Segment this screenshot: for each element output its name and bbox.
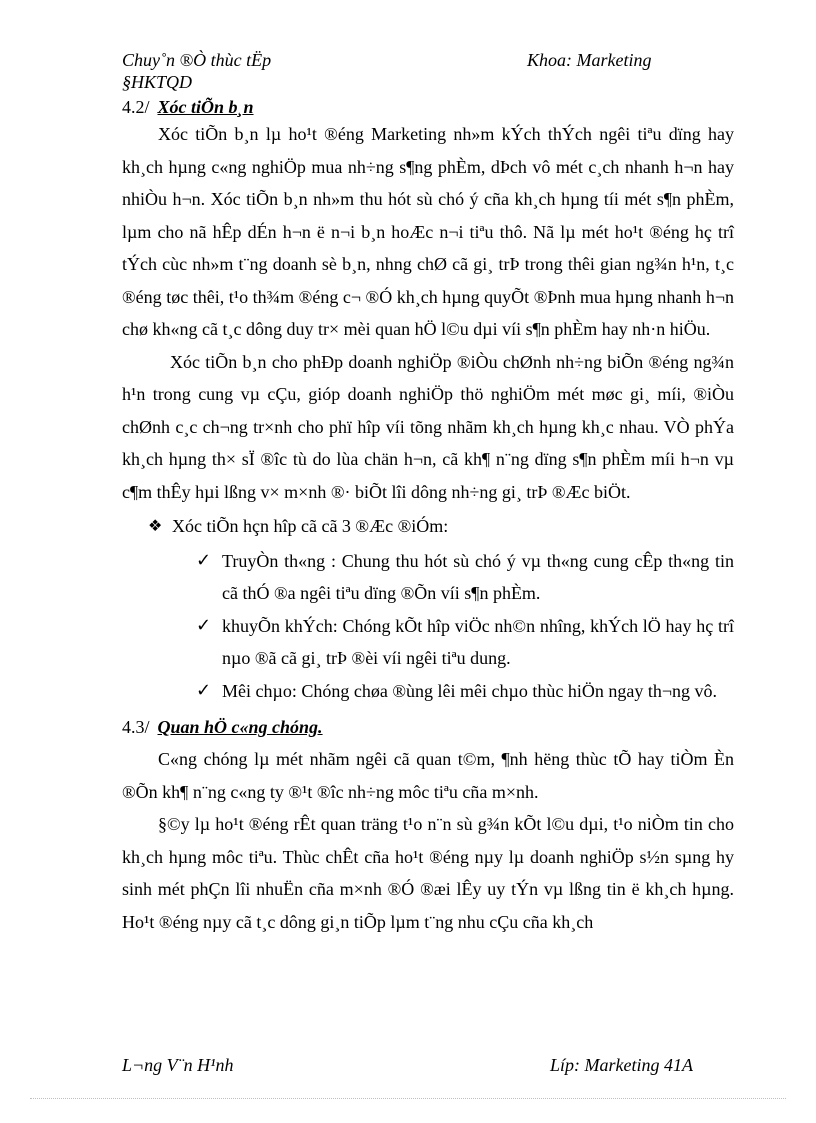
paragraph: C«ng chóng lµ mét nhãm ngêi cã quan t©m, ¶nh hëng thùc tÕ hay tiÒm Èn ®Õn kh¶ n¨ng c«ng ty ®¹t ®îc nh÷ng môc tiªu cña m×nh. — [122, 749, 734, 802]
checkmark-icon: ✓ — [196, 614, 212, 636]
paragraph: Xóc tiÕn b¸n lµ ho¹t ®éng Marketing nh»m kÝch thÝch ngêi tiªu dïng hay kh¸ch hµng c«ng nghiÖp mua nh÷ng s¶ng phÈm, dÞch vô mét c¸ch nhanh h¬n hay nhiÒu h¬n. Xóc tiÕn b¸n nh»m thu hót sù chó ý cña kh¸ch hµng tíi mét s¶n phÈm, lµm cho nã hÊp dÉn h¬n ë n¬i b¸n hoÆc n¬i tiªu thô. Nã lµ mét ho¹t ®éng hç trî tÝch cùc nh»m t¨ng doanh sè b¸n, nhng chØ cã gi¸ trÞ trong thêi gian ng¾n h¹n, t¸c ®éng tøc thêi, t¹o th¾m ®éng c¬ ®Ó kh¸ch hµng quyÕt ®Þnh mua hµng nhanh h¬n chø kh«ng cã t¸c dông duy tr× mèi quan hÖ l©u dµi víi s¶n phÈm hay nh·n hiÖu. — [122, 124, 734, 339]
header-left-subtitle: §HKTQD — [122, 72, 193, 92]
checkmark-icon: ✓ — [196, 549, 212, 571]
header-right-faculty: Khoa: Marketing — [527, 50, 652, 70]
check-text: khuyÕn khÝch: Chóng kÕt hîp viÖc nh©n nhîng, khÝch lÖ hay hç trî nµo ®ã cã gi¸ trÞ ®èi víi ngêi tiªu dung. — [222, 615, 734, 668]
section-number: 4.2/ — [122, 97, 150, 117]
footer-class: Líp: Marketing 41A — [550, 1055, 693, 1075]
footer-author: L¬ng V¨n H¹nh — [122, 1055, 234, 1075]
check-item — [196, 675, 734, 708]
section-title: Quan hÖ c«ng chóng. — [157, 717, 323, 737]
section-4-2-heading — [122, 96, 734, 118]
bullet-text: Xóc tiÕn hçn hîp cã cã 3 ®Æc ®iÓm: — [172, 516, 449, 536]
section-4-3-heading — [122, 716, 734, 738]
checkmark-icon: ✓ — [196, 679, 212, 701]
check-text: TruyÒn th«ng : Chung thu hót sù chó ý vµ th«ng cung cÊp th«ng tin cã thÓ ®a ngêi tiªu dïng ®Õn víi s¶n phÈm. — [222, 550, 734, 603]
section-number: 4.3/ — [122, 717, 150, 737]
check-item — [196, 610, 734, 675]
paragraph: §©y lµ ho¹t ®éng rÊt quan träng t¹o n¨n sù g¾n kÕt l©u dµi, t¹o niÒm tin cho kh¸ch hµng môc tiªu. Thùc chÊt cña ho¹t ®éng nµy lµ doanh nghiÖp s½n sµng hy sinh mét phÇn lîi nhuËn cña m×nh ®Ó ®æi lÊy uy tÝn vµ lßng tin ë kh¸ch hµng. Ho¹t ®éng nµy cã t¸c dông gi¸n tiÕp lµm t¨ng nhu cÇu cña kh¸ch — [122, 814, 734, 932]
document-body — [122, 96, 734, 938]
paragraph: Xóc tiÕn b¸n cho phÐp doanh nghiÖp ®iÒu chØnh nh÷ng biÕn ®éng ng¾n h¹n trong cung vµ cÇu, gióp doanh nghiÖp thö nghiÖm mét møc gi¸ míi, ®iÒu chØnh c¸c ch¬ng tr×nh cho phï hîp víi tõng nhãm kh¸ch hµng kh¸c nhau. VÒ phÝa kh¸ch hµng th× sÏ ®îc tù do lùa chän h¬n, cã kh¶ n¨ng dïng s¶n phÈm míi h¬n vµ c¶m thÊy hµi lßng v× m×nh ®· biÕt lîi dông nh÷ng gi¸ trÞ ®Æc biÖt. — [122, 351, 734, 502]
header-left-title: Chuy˚n ®Ò thùc tËp — [122, 50, 272, 70]
diamond-bullet-icon: ❖ — [148, 516, 163, 535]
page-divider — [30, 1098, 786, 1099]
bullet-item — [122, 510, 734, 543]
check-item — [196, 545, 734, 610]
check-text: Mêi chµo: Chóng chøa ®ùng lêi mêi chµo thùc hiÖn ngay th¬ng vô. — [222, 680, 717, 701]
section-title: Xóc tiÕn b¸n — [157, 97, 254, 117]
